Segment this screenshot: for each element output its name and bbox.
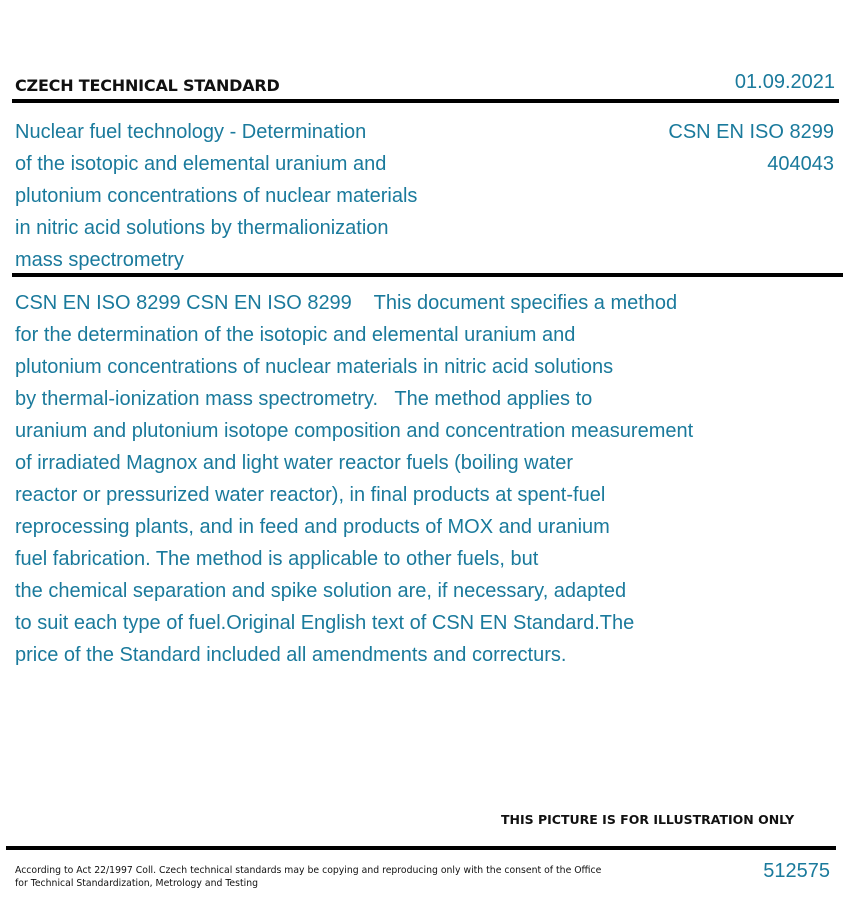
description-line: reprocessing plants, and in feed and products of MOX and uranium — [15, 516, 610, 538]
publication-date: 01.09.2021 — [734, 71, 835, 93]
description-line: the chemical separation and spike solution are, if necessary, adapted — [15, 580, 627, 602]
title-line: of the isotopic and elemental uranium and — [15, 153, 387, 175]
standard-code: CSN EN ISO 8299 — [668, 121, 834, 143]
standard-identifier — [668, 116, 834, 180]
standard-title — [15, 116, 475, 276]
title-line: plutonium concentrations of nuclear materials — [15, 185, 418, 207]
standard-description — [15, 287, 815, 671]
document-type-label: CZECH TECHNICAL STANDARD — [15, 76, 280, 95]
title-line: Nuclear fuel technology - Determination — [15, 121, 367, 143]
copyright-line: According to Act 22/1997 Coll. Czech technical standards may be copying and reproducing only with the consent of the Office — [15, 865, 602, 876]
description-line: for the determination of the isotopic and elemental uranium and — [15, 324, 576, 346]
title-line: in nitric acid solutions by thermalionization — [15, 217, 389, 239]
title-line: mass spectrometry — [15, 249, 184, 271]
description-line: uranium and plutonium isotope composition and concentration measurement — [15, 420, 694, 442]
description-line: CSN EN ISO 8299 CSN EN ISO 8299 This document specifies a method — [15, 292, 678, 314]
copyright-notice — [15, 864, 615, 890]
description-line: reactor or pressurized water reactor), in final products at spent-fuel — [15, 484, 606, 506]
footer-divider — [6, 846, 836, 850]
description-line: plutonium concentrations of nuclear materials in nitric acid solutions — [15, 356, 614, 378]
title-divider — [12, 273, 843, 277]
description-line: by thermal-ionization mass spectrometry. The method applies to — [15, 388, 593, 410]
header-divider — [12, 99, 839, 103]
standard-number: 404043 — [767, 153, 834, 175]
description-line: to suit each type of fuel.Original English text of CSN EN Standard.The — [15, 612, 635, 634]
description-line: fuel fabrication. The method is applicable to other fuels, but — [15, 548, 539, 570]
description-line: price of the Standard included all amendments and correcturs. — [15, 644, 567, 666]
copyright-line: for Technical Standardization, Metrology and Testing — [15, 878, 259, 889]
description-line: of irradiated Magnox and light water reactor fuels (boiling water — [15, 452, 574, 474]
catalog-id: 512575 — [763, 860, 830, 882]
illustration-disclaimer: THIS PICTURE IS FOR ILLUSTRATION ONLY — [501, 812, 795, 827]
